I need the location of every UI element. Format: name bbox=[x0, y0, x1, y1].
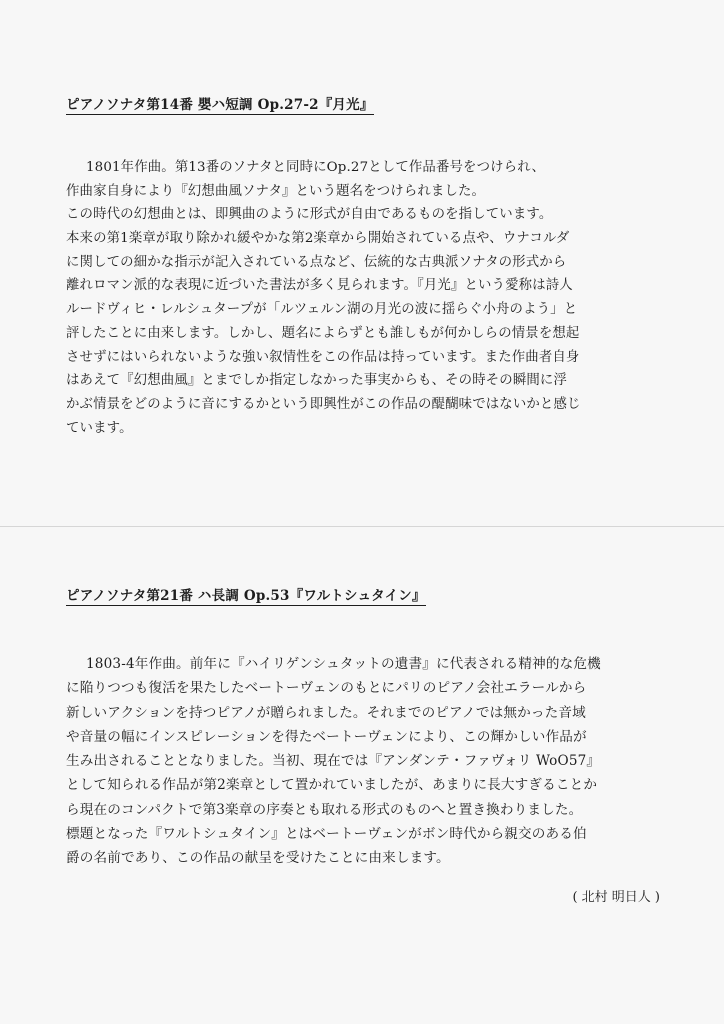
section-title: ピアノソナタ第14番 嬰ハ短調 Op.27-2『月光』 bbox=[66, 93, 374, 115]
body-line: はあえて『幻想曲風』とまでしか指定しなかった事実からも、その時その瞬間に浮 bbox=[66, 373, 568, 389]
body-line: 作曲家自身により『幻想曲風ソナタ』という題名をつけられました。 bbox=[66, 183, 486, 199]
body-line: 新しいアクションを持つピアノが贈られました。それまでのピアノでは無かった音域 bbox=[66, 704, 586, 721]
body-line: 標題となった『ワルトシュタイン』とはベートーヴェンがボン時代から親交のある伯 bbox=[66, 826, 587, 843]
author-credit: ( 北村 明日人 ) bbox=[572, 890, 660, 905]
body-line: として知られる作品が第2楽章として置かれていましたが、あまりに長大すぎることか bbox=[66, 777, 598, 794]
section-divider bbox=[0, 526, 724, 527]
body-line: に陥りつつも復活を果たしたベートーヴェンのもとにパリのピアノ会社エラールから bbox=[66, 680, 587, 697]
body-line: に関しての細かな指示が記入されている点など、伝統的な古典派ソナタの形式から bbox=[66, 254, 567, 270]
body-line: ています。 bbox=[66, 420, 133, 436]
body-line: させずにはいられないような強い叙情性をこの作品は持っています。また作曲者自身 bbox=[66, 349, 580, 365]
body-line: 爵の名前であり、この作品の献呈を受けたことに由来します。 bbox=[66, 850, 450, 867]
body-line: ら現在のコンパクトで第3楽章の序奏とも取れる形式のものへと置き換わりました。 bbox=[66, 801, 583, 818]
body-line: や音量の幅にインスピレーションを得たベートーヴェンにより、この輝かしい作品が bbox=[66, 728, 587, 745]
section-waldstein bbox=[0, 528, 724, 1024]
body-line: かぶ情景をどのように音にするかという即興性がこの作品の醍醐味ではないかと感じ bbox=[66, 396, 581, 412]
body-line: 離れロマン派的な表現に近づいた書法が多く見られます。『月光』という愛称は詩人 bbox=[66, 278, 573, 294]
section-body bbox=[66, 156, 676, 440]
body-line: 1803-4年作曲。前年に『ハイリゲンシュタットの遺書』に代表される精神的な危機 bbox=[86, 656, 601, 672]
body-line: 本来の第1楽章が取り除かれ緩やかな第2楽章から開始されている点や、ウナコルダ bbox=[66, 231, 570, 247]
body-line: 生み出されることとなりました。当初、現在では『アンダンテ・ファヴォリ WoO57』 bbox=[66, 753, 601, 770]
body-line: この時代の幻想曲とは、即興曲のように形式が自由であるものを指しています。 bbox=[66, 207, 553, 223]
body-line: 1801年作曲。第13番のソナタと同時にOp.27として作品番号をつけられ、 bbox=[86, 160, 546, 175]
section-title: ピアノソナタ第21番 ハ長調 Op.53『ワルトシュタイン』 bbox=[66, 584, 426, 606]
body-line: 評したことに由来します。しかし、題名によらずとも誰しもが何かしらの情景を想起 bbox=[66, 325, 580, 341]
body-line: ルードヴィヒ・レルシュタープが「ルツェルン湖の月光の波に揺らぐ小舟のよう」と bbox=[66, 302, 578, 318]
section-body bbox=[66, 652, 676, 871]
